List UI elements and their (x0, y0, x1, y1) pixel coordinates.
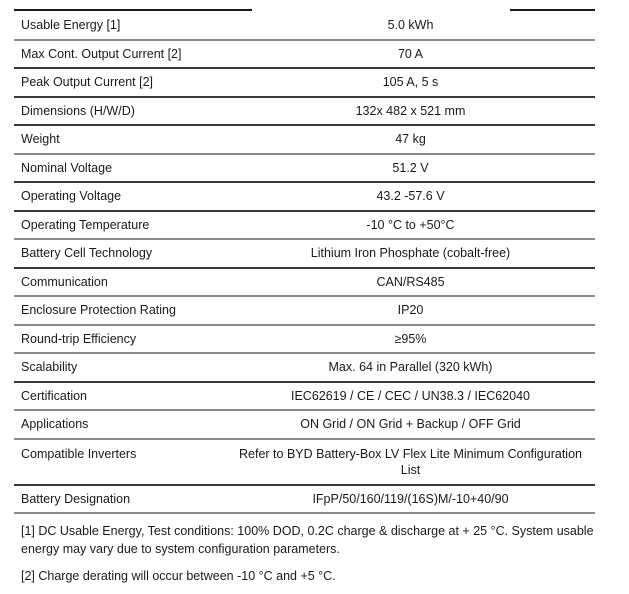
table-row (14, 410, 595, 439)
spec-label: Operating Voltage (14, 182, 226, 211)
spec-label: Dimensions (H/W/D) (14, 97, 226, 126)
table-row (14, 325, 595, 354)
spec-value: IP20 (226, 296, 595, 325)
table-row (14, 382, 595, 411)
spec-value: CAN/RS485 (226, 268, 595, 297)
table-row (14, 485, 595, 514)
table-row (14, 439, 595, 485)
spec-table (14, 11, 595, 514)
spec-value: ≥95% (226, 325, 595, 354)
spec-label: Operating Temperature (14, 211, 226, 240)
spec-label: Scalability (14, 353, 226, 382)
spec-label: Compatible Inverters (14, 439, 226, 485)
table-row (14, 11, 595, 40)
spec-label: Usable Energy [1] (14, 11, 226, 40)
spec-value: Max. 64 in Parallel (320 kWh) (226, 353, 595, 382)
table-row (14, 182, 595, 211)
spec-label: Applications (14, 410, 226, 439)
spec-value: 70 A (226, 40, 595, 69)
spec-value: Refer to BYD Battery-Box LV Flex Lite Minimum Configuration List (226, 439, 595, 485)
spec-value: 132x 482 x 521 mm (226, 97, 595, 126)
table-row (14, 296, 595, 325)
spec-label: Battery Cell Technology (14, 239, 226, 268)
footnote-2: [2] Charge derating will occur between -10 °C and +5 °C. (21, 569, 336, 583)
spec-value: 5.0 kWh (226, 11, 595, 40)
spec-label: Battery Designation (14, 485, 226, 514)
spec-value: IFpP/50/160/119/(16S)M/-10+40/90 (226, 485, 595, 514)
table-row (14, 40, 595, 69)
table-row (14, 211, 595, 240)
spec-value: Lithium Iron Phosphate (cobalt-free) (226, 239, 595, 268)
spec-value: 51.2 V (226, 154, 595, 183)
spec-value: 47 kg (226, 125, 595, 154)
table-row (14, 125, 595, 154)
spec-label: Nominal Voltage (14, 154, 226, 183)
table-row (14, 239, 595, 268)
spec-label: Weight (14, 125, 226, 154)
spec-value: ON Grid / ON Grid + Backup / OFF Grid (226, 410, 595, 439)
table-row (14, 154, 595, 183)
table-row (14, 68, 595, 97)
spec-value: -10 °C to +50°C (226, 211, 595, 240)
spec-label: Communication (14, 268, 226, 297)
table-row (14, 97, 595, 126)
table-row (14, 268, 595, 297)
spec-value: 105 A, 5 s (226, 68, 595, 97)
footnotes (21, 522, 621, 594)
spec-label: Enclosure Protection Rating (14, 296, 226, 325)
spec-label: Max Cont. Output Current [2] (14, 40, 226, 69)
spec-label: Peak Output Current [2] (14, 68, 226, 97)
spec-label: Round-trip Efficiency (14, 325, 226, 354)
spec-value: IEC62619 / CE / CEC / UN38.3 / IEC62040 (226, 382, 595, 411)
spec-label: Certification (14, 382, 226, 411)
table-row (14, 353, 595, 382)
footnote-1: [1] DC Usable Energy, Test conditions: 100% DOD, 0.2C charge & discharge at + 25 °C. System usable energy may vary due to system configuration parameters. (21, 524, 594, 556)
spec-value: 43.2 -57.6 V (226, 182, 595, 211)
